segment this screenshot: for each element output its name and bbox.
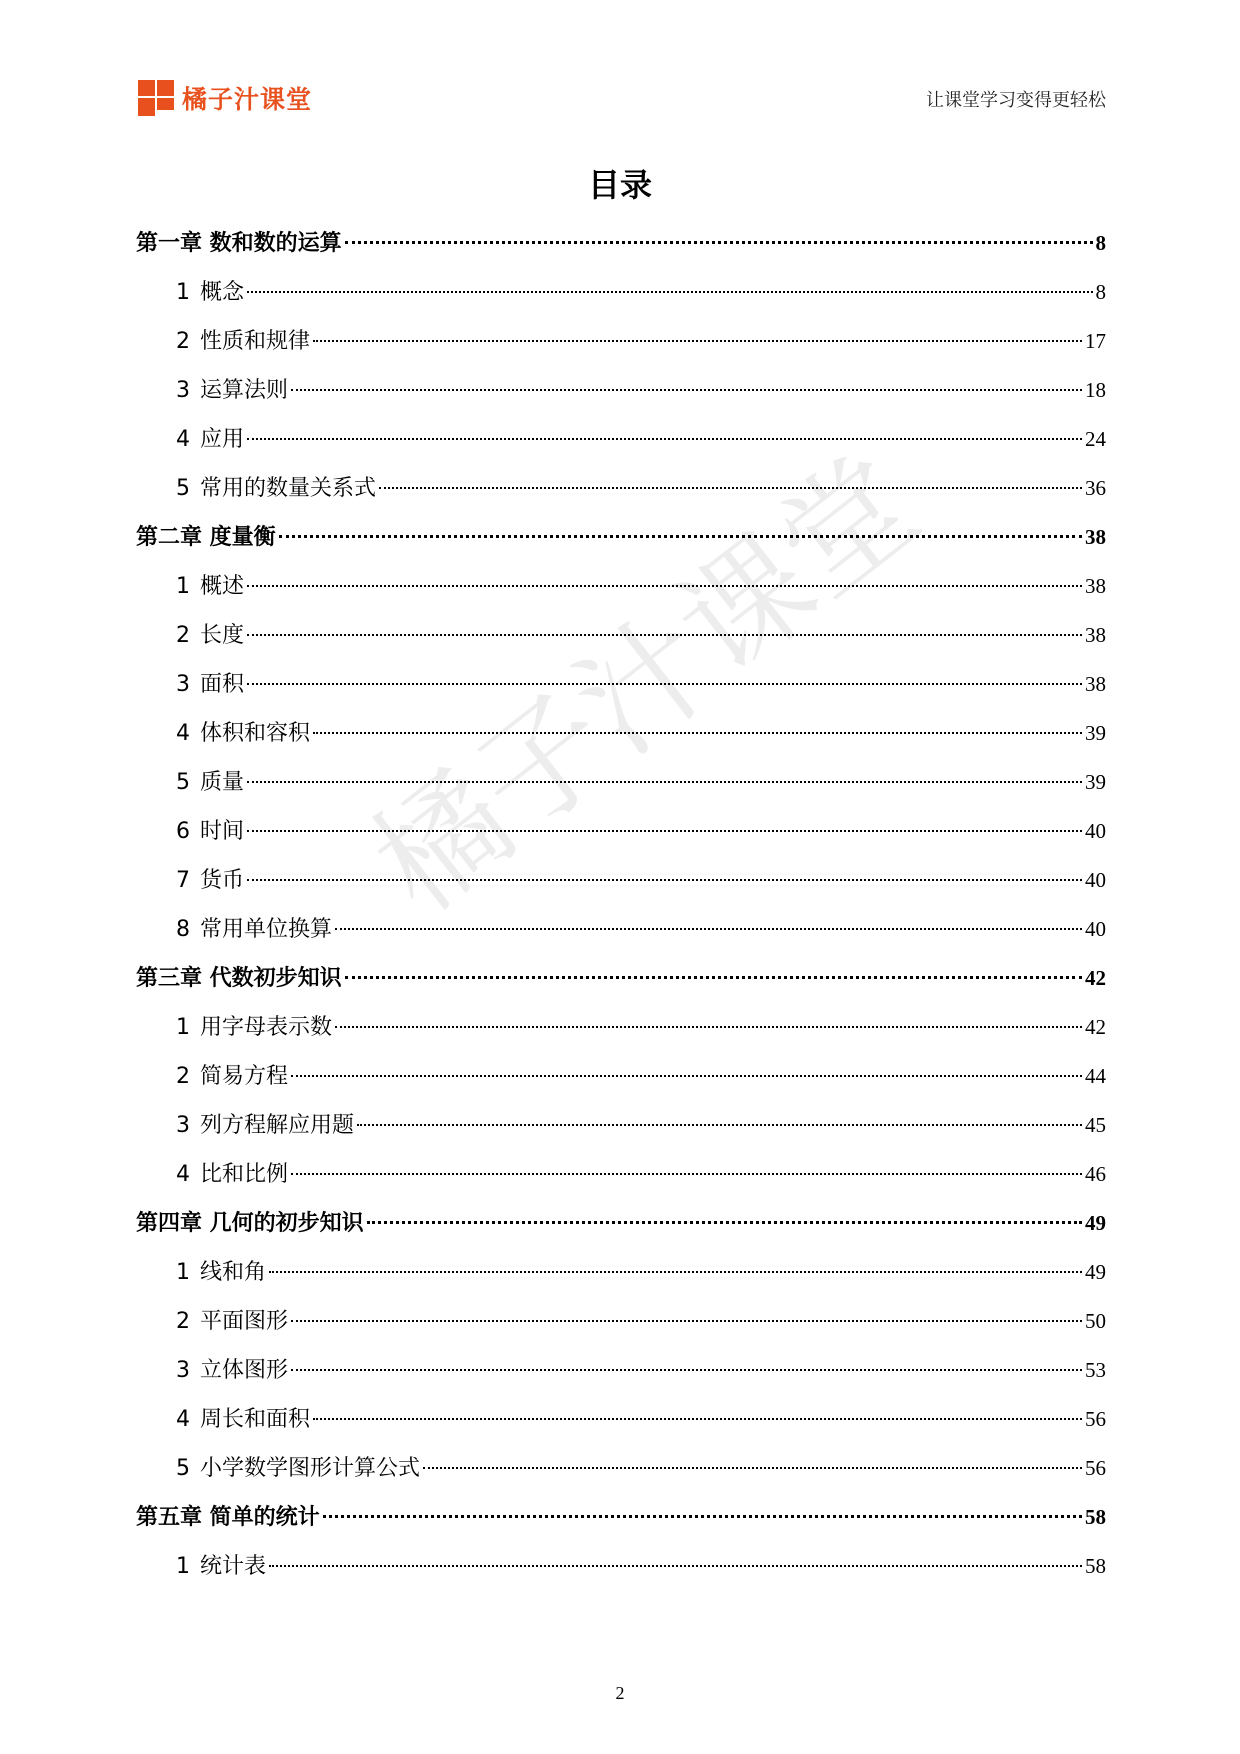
- toc-entry-number: 2: [176, 623, 190, 648]
- toc-entry-page: 49: [1085, 1260, 1106, 1284]
- toc-entry-page: 38: [1085, 525, 1106, 549]
- toc-entry-label: 常用单位换算: [200, 917, 333, 942]
- dot-leader: [313, 340, 1082, 342]
- toc-entry-page: 40: [1085, 917, 1106, 941]
- toc-entry-title: [176, 716, 310, 747]
- toc-entry-number: 2: [176, 1064, 190, 1089]
- dot-leader: [291, 1369, 1082, 1371]
- dot-leader: [367, 1221, 1082, 1224]
- toc-entry-number: 5: [176, 770, 190, 795]
- toc-entry-number: 3: [176, 672, 190, 697]
- page-title: 目录: [587, 166, 652, 204]
- toc-entry-number: 4: [176, 1407, 190, 1432]
- toc-entry-title: [176, 1108, 354, 1139]
- toc-entry-label: 第五章 简单的统计: [136, 1505, 320, 1530]
- toc-entry-number: 3: [176, 1113, 190, 1138]
- toc-entry-title: [176, 1059, 288, 1090]
- toc-section-entry[interactable]: [136, 569, 1106, 618]
- toc-entry-title: [176, 275, 244, 306]
- toc-entry-label: 列方程解应用题: [200, 1113, 355, 1138]
- toc-entry-page: 42: [1085, 966, 1106, 990]
- toc-chapter-entry[interactable]: [136, 1500, 1106, 1549]
- toc-entry-number: 6: [176, 819, 190, 844]
- toc-entry-title: [176, 1304, 288, 1335]
- toc-entry-number: 8: [176, 917, 190, 942]
- toc-entry-page: 56: [1085, 1407, 1106, 1431]
- page-header: [138, 78, 1106, 118]
- toc-section-entry[interactable]: [136, 912, 1106, 961]
- toc-entry-title: [176, 1010, 332, 1041]
- toc-section-entry[interactable]: [136, 863, 1106, 912]
- toc-entry-label: 概述: [200, 574, 245, 599]
- toc-entry-number: 5: [176, 476, 190, 501]
- dot-leader: [335, 928, 1082, 930]
- toc-section-entry[interactable]: [136, 765, 1106, 814]
- toc-entry-label: 第一章 数和数的运算: [136, 231, 342, 256]
- toc-entry-title: [176, 863, 244, 894]
- toc-entry-label: 体积和容积: [200, 721, 311, 746]
- toc-entry-page: 44: [1085, 1064, 1106, 1088]
- toc-entry-label: 面积: [200, 672, 245, 697]
- dot-leader: [345, 241, 1093, 244]
- dot-leader: [247, 585, 1082, 587]
- toc-entry-title: [176, 373, 288, 404]
- toc-section-entry[interactable]: [136, 1451, 1106, 1500]
- toc-entry-label: 用字母表示数: [200, 1015, 333, 1040]
- dot-leader: [379, 487, 1082, 489]
- toc-section-entry[interactable]: [136, 1402, 1106, 1451]
- toc-entry-title: [136, 1500, 320, 1531]
- toc-chapter-entry[interactable]: [136, 961, 1106, 1010]
- toc-entry-label: 运算法则: [200, 378, 289, 403]
- toc-entry-number: 4: [176, 721, 190, 746]
- toc-section-entry[interactable]: [136, 1353, 1106, 1402]
- dot-leader: [323, 1515, 1082, 1518]
- toc-entry-page: 8: [1095, 280, 1106, 304]
- dot-leader: [291, 1075, 1082, 1077]
- toc-entry-title: [136, 520, 276, 551]
- toc-section-entry[interactable]: [136, 1157, 1106, 1206]
- toc-entry-title: [176, 1549, 266, 1580]
- toc-entry-number: 3: [176, 1358, 190, 1383]
- toc-entry-page: 46: [1085, 1162, 1106, 1186]
- toc-entry-number: 1: [176, 1260, 190, 1285]
- toc-entry-title: [176, 618, 244, 649]
- dot-leader: [423, 1467, 1082, 1469]
- toc-entry-title: [176, 1157, 288, 1188]
- toc-entry-label: 简易方程: [200, 1064, 289, 1089]
- toc-entry-label: 概念: [200, 280, 245, 305]
- toc-entry-title: [176, 765, 244, 796]
- dot-leader: [291, 389, 1082, 391]
- dot-leader: [247, 634, 1082, 636]
- dot-leader: [247, 291, 1092, 293]
- dot-leader: [247, 438, 1082, 440]
- dot-leader: [279, 535, 1082, 538]
- toc-section-entry[interactable]: [136, 716, 1106, 765]
- toc-entry-label: 立体图形: [200, 1358, 289, 1383]
- dot-leader: [269, 1565, 1082, 1567]
- toc-entry-number: 5: [176, 1456, 190, 1481]
- toc-entry-label: 统计表: [200, 1554, 267, 1579]
- toc-entry-label: 时间: [200, 819, 245, 844]
- toc-entry-number: 1: [176, 280, 190, 305]
- dot-leader: [247, 830, 1082, 832]
- toc-entry-page: 56: [1085, 1456, 1106, 1480]
- brand-logo: [138, 78, 312, 118]
- dot-leader: [269, 1271, 1082, 1273]
- header-slogan: 让课堂学习变得更轻松: [926, 90, 1106, 111]
- toc-entry-title: [136, 1206, 364, 1237]
- dot-leader: [357, 1124, 1082, 1126]
- toc-entry-label: 第四章 几何的初步知识: [136, 1211, 364, 1236]
- toc-entry-label: 小学数学图形计算公式: [200, 1456, 421, 1481]
- toc-entry-label: 货币: [200, 868, 245, 893]
- toc-entry-number: 1: [176, 574, 190, 599]
- toc-entry-page: 58: [1085, 1554, 1106, 1578]
- toc-entry-label: 第三章 代数初步知识: [136, 966, 342, 991]
- toc-entry-title: [176, 471, 376, 502]
- toc-section-entry[interactable]: [136, 814, 1106, 863]
- toc-entry-label: 质量: [200, 770, 245, 795]
- toc-section-entry[interactable]: [136, 1549, 1106, 1598]
- toc-section-entry[interactable]: [136, 324, 1106, 373]
- toc-entry-label: 比和比例: [200, 1162, 289, 1187]
- toc-entry-title: [176, 667, 244, 698]
- toc-entry-number: 2: [176, 329, 190, 354]
- dot-leader: [247, 879, 1082, 881]
- toc-entry-title: [176, 814, 244, 845]
- toc-entry-label: 应用: [200, 427, 245, 452]
- toc-entry-page: 24: [1085, 427, 1106, 451]
- dot-leader: [291, 1173, 1082, 1175]
- toc-entry-page: 40: [1085, 868, 1106, 892]
- dot-leader: [313, 732, 1082, 734]
- toc-entry-page: 38: [1085, 672, 1106, 696]
- logo-text: 橘子汁课堂: [182, 85, 313, 114]
- dot-leader: [335, 1026, 1082, 1028]
- toc-entry-number: 2: [176, 1309, 190, 1334]
- dot-leader: [247, 781, 1082, 783]
- logo-squares-icon: [138, 80, 174, 116]
- toc-section-entry[interactable]: [136, 422, 1106, 471]
- toc-entry-label: 线和角: [200, 1260, 267, 1285]
- toc-entry-label: 长度: [200, 623, 245, 648]
- toc-entry-page: 58: [1085, 1505, 1106, 1529]
- dot-leader: [291, 1320, 1082, 1322]
- toc-entry-label: 性质和规律: [200, 329, 311, 354]
- toc-entry-number: 3: [176, 378, 190, 403]
- dot-leader: [345, 976, 1082, 979]
- toc-entry-label: 第二章 度量衡: [136, 525, 276, 550]
- toc-entry-title: [136, 226, 342, 257]
- toc-entry-page: 53: [1085, 1358, 1106, 1382]
- toc-entry-page: 18: [1085, 378, 1106, 402]
- toc-chapter-entry[interactable]: [136, 226, 1106, 275]
- toc-entry-page: 38: [1085, 623, 1106, 647]
- toc-entry-page: 39: [1085, 721, 1106, 745]
- toc-entry-page: 8: [1095, 231, 1106, 255]
- toc-entry-label: 常用的数量关系式: [200, 476, 377, 501]
- toc-entry-number: 1: [176, 1015, 190, 1040]
- toc-entry-title: [176, 912, 332, 943]
- toc-section-entry[interactable]: [136, 1108, 1106, 1157]
- toc-section-entry[interactable]: [136, 1255, 1106, 1304]
- toc-entry-title: [176, 1353, 288, 1384]
- toc-entry-title: [176, 1255, 266, 1286]
- toc-section-entry[interactable]: [136, 1010, 1106, 1059]
- toc-section-entry[interactable]: [136, 1059, 1106, 1108]
- toc-section-entry[interactable]: [136, 471, 1106, 520]
- toc-entry-label: 平面图形: [200, 1309, 289, 1334]
- toc-entry-number: 7: [176, 868, 190, 893]
- watermark-text: 橘子汁课堂: [347, 428, 944, 941]
- toc-entry-page: 49: [1085, 1211, 1106, 1235]
- toc-entry-page: 17: [1085, 329, 1106, 353]
- toc-entry-title: [176, 1402, 310, 1433]
- toc-entry-number: 1: [176, 1554, 190, 1579]
- toc-section-entry[interactable]: [136, 1304, 1106, 1353]
- toc-entry-page: 38: [1085, 574, 1106, 598]
- toc-chapter-entry[interactable]: [136, 520, 1106, 569]
- toc-entry-page: 50: [1085, 1309, 1106, 1333]
- toc-entry-number: 4: [176, 1162, 190, 1187]
- toc-entry-title: [176, 569, 244, 600]
- toc-entry-title: [176, 324, 310, 355]
- toc-section-entry[interactable]: [136, 275, 1106, 324]
- toc-entry-page: 42: [1085, 1015, 1106, 1039]
- toc-entry-page: 45: [1085, 1113, 1106, 1137]
- toc-entry-label: 周长和面积: [200, 1407, 311, 1432]
- toc-entry-title: [176, 1451, 420, 1482]
- toc-section-entry[interactable]: [136, 618, 1106, 667]
- toc-section-entry[interactable]: [136, 667, 1106, 716]
- toc-entry-page: 39: [1085, 770, 1106, 794]
- toc-entry-page: 36: [1085, 476, 1106, 500]
- toc-section-entry[interactable]: [136, 373, 1106, 422]
- toc-entry-title: [176, 422, 244, 453]
- toc-chapter-entry[interactable]: [136, 1206, 1106, 1255]
- table-of-contents: [136, 226, 1106, 1598]
- dot-leader: [313, 1418, 1082, 1420]
- toc-entry-number: 4: [176, 427, 190, 452]
- dot-leader: [247, 683, 1082, 685]
- page-number: 2: [615, 1683, 625, 1703]
- toc-entry-page: 40: [1085, 819, 1106, 843]
- toc-entry-title: [136, 961, 342, 992]
